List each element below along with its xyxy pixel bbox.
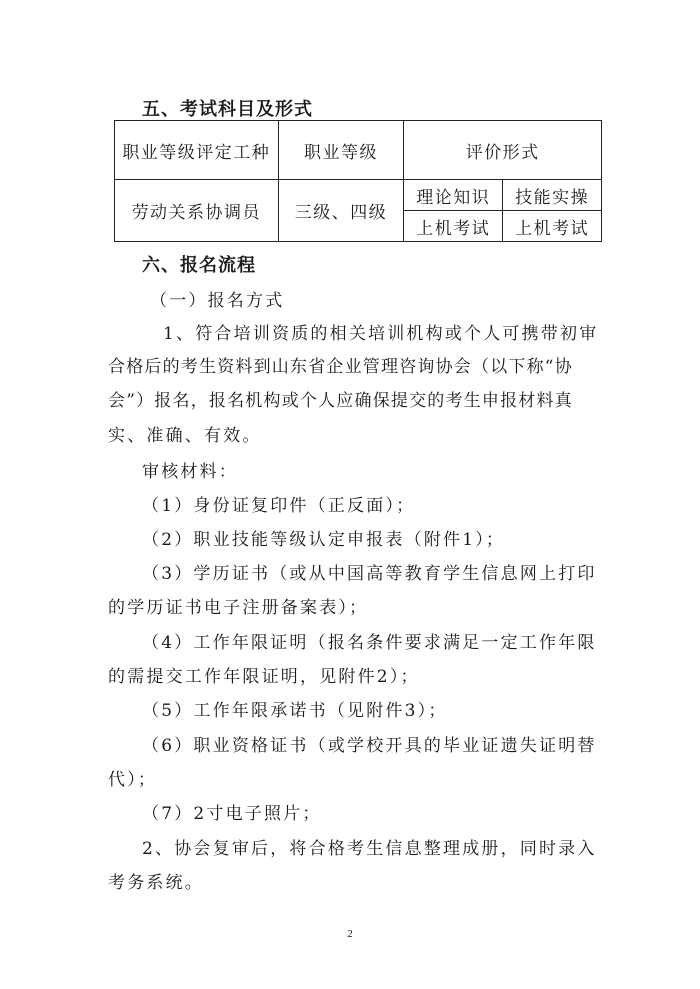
header-occupation-type: 职业等级评定工种: [115, 121, 279, 180]
table-row: [115, 180, 602, 211]
material-item: （6）职业资格证书（或学校开具的毕业证遗失证明替: [142, 736, 597, 756]
subheading-registration-method: （一）报名方式: [150, 291, 285, 311]
header-occupation-level: 职业等级: [278, 121, 404, 180]
cell-theory-knowledge: 理论知识: [404, 180, 503, 211]
paragraph-1-line: 1、符合培训资质的相关培训机构或个人可携带初审: [163, 324, 599, 344]
paragraph-1-line: 会”）报名，报名机构或个人应确保提交的考生申报材料真: [108, 391, 573, 411]
cell-skill-practice: 技能实操: [503, 180, 602, 211]
cell-occupation-level: 三级、四级: [278, 180, 404, 242]
paragraph-1-line: 实、准确、有效。: [108, 426, 262, 446]
material-item: （3）学历证书（或从中国高等教育学生信息网上打印: [142, 564, 597, 584]
material-item: 代）；: [108, 770, 158, 790]
material-item: 的学历证书电子注册备案表）；: [108, 598, 369, 618]
materials-label: 审核材料：: [142, 462, 238, 482]
paragraph-2-line: 2、协会复审后，将合格考生信息整理成册，同时录入: [142, 839, 597, 859]
paragraph-2-line: 考务系统。: [108, 873, 204, 893]
material-item: 的需提交工作年限证明，见附件2）；: [108, 667, 420, 687]
cell-occupation-type: 劳动关系协调员: [115, 180, 279, 242]
cell-skill-exam-mode: 上机考试: [503, 211, 602, 242]
paragraph-1-line: 合格后的考生资料到山东省企业管理咨询协会（以下称“协: [108, 357, 573, 377]
material-item: （2）职业技能等级认定申报表（附件1）；: [142, 530, 506, 550]
page-number: 2: [347, 928, 353, 940]
section-5-heading: 五、考试科目及形式: [142, 99, 313, 120]
section-6-heading: 六、报名流程: [142, 255, 256, 276]
header-evaluation-form: 评价形式: [404, 121, 602, 180]
material-item: （7）2寸电子照片；: [142, 804, 322, 824]
material-item: （4）工作年限证明（报名条件要求满足一定工作年限: [142, 633, 597, 653]
cell-theory-exam-mode: 上机考试: [404, 211, 503, 242]
exam-subjects-table: [114, 120, 602, 242]
material-item: （1）身份证复印件（正反面）；: [142, 496, 416, 516]
table-header-row: [115, 121, 602, 180]
material-item: （5）工作年限承诺书（见附件3）；: [142, 701, 448, 721]
